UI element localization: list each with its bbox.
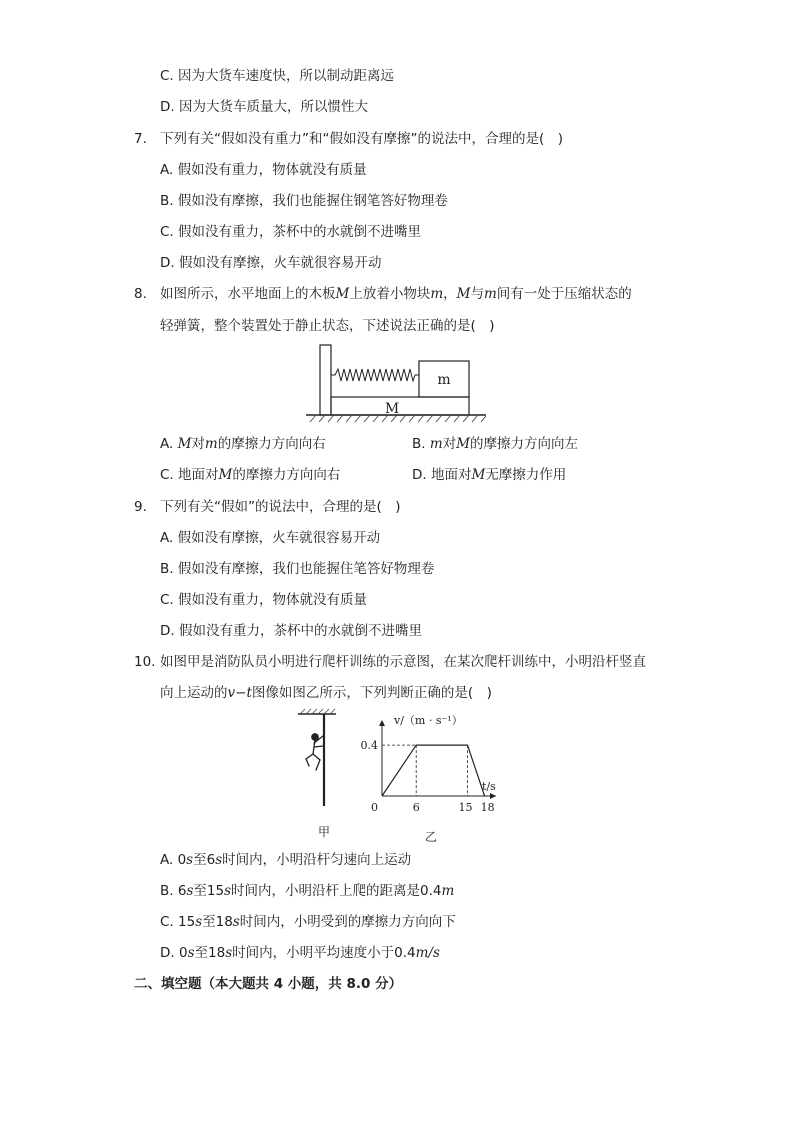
q8-stem-line2: 轻弹簧，整个装置处于静止状态，下述说法正确的是( ) — [160, 318, 495, 334]
q10-figure-jia — [292, 708, 342, 843]
q10-option-b: B. 6s至15s时间内，小明沿杆上爬的距离是0.4m — [160, 883, 455, 899]
q10-option-c: C. 15s至18s时间内，小明受到的摩擦力方向向下 — [160, 914, 456, 930]
q8-label-M: M — [384, 401, 400, 417]
q9-option-a: A. 假如没有摩擦，火车就很容易开动 — [160, 530, 381, 546]
x-tick-label: 6 — [412, 801, 420, 814]
q8-option-c: C. 地面对M的摩擦力方向向右 — [160, 467, 341, 483]
q6-option-c: C. 因为大货车速度快，所以制动距离远 — [160, 68, 395, 84]
q9-stem: 下列有关“假如”的说法中，合理的是( ) — [160, 499, 401, 515]
x-axis-label: t/s — [482, 780, 496, 793]
q8-label-m: m — [437, 372, 451, 388]
q9-option-d: D. 假如没有重力，茶杯中的水就倒不进嘴里 — [160, 623, 422, 639]
q10-number: 10. — [134, 654, 156, 670]
q7-stem: 下列有关“假如没有重力”和“假如没有摩擦”的说法中，合理的是( ) — [160, 131, 564, 147]
q10-option-d: D. 0s至18s时间内，小明平均速度小于0.4m/s — [160, 945, 440, 961]
y-axis-label: v/（m · s⁻¹） — [394, 714, 463, 727]
q7-number: 7. — [134, 131, 147, 147]
q10-label-jia: 甲 — [317, 825, 331, 839]
q8-spring-figure — [300, 338, 490, 426]
x-tick-label: 0 — [371, 801, 378, 814]
y-tick-label: 0.4 — [360, 739, 378, 753]
q8-wall — [320, 345, 331, 415]
x-axis-arrow — [490, 793, 496, 799]
x-tick-label: 15 — [458, 801, 473, 814]
q10-stem-line2: 向上运动的v−t图像如图乙所示，下列判断正确的是( ) — [160, 685, 492, 701]
q9-option-c: C. 假如没有重力，物体就没有质量 — [160, 592, 368, 608]
q7-option-a: A. 假如没有重力，物体就没有质量 — [160, 162, 367, 178]
q8-stem-line1: 如图所示，水平地面上的木板M上放着小物块m，M与m间有一处于压缩状态的 — [160, 286, 632, 302]
q8-option-b: B. m对M的摩擦力方向向左 — [412, 436, 578, 452]
q10-label-yi: 乙 — [424, 830, 438, 844]
q8-option-d: D. 地面对M无摩擦力作用 — [412, 467, 567, 483]
q8-board-M — [331, 397, 469, 415]
q10-option-a: A. 0s至6s时间内，小明沿杆匀速向上运动 — [160, 852, 412, 868]
q10-vt-chart — [358, 712, 508, 847]
q8-option-a: A. M对m的摩擦力方向向右 — [160, 436, 326, 452]
x-tick-label: 18 — [480, 801, 495, 814]
q8-number: 8. — [134, 286, 147, 302]
section2-heading: 二、填空题（本大题共 4 小题，共 8.0 分） — [134, 976, 403, 992]
q10-climber-icon — [306, 734, 323, 770]
y-axis-arrow — [379, 720, 385, 726]
q7-option-b: B. 假如没有摩擦，我们也能握住钢笔答好物理卷 — [160, 193, 448, 209]
q9-option-b: B. 假如没有摩擦，我们也能握住笔答好物理卷 — [160, 561, 435, 577]
q8-spring — [331, 369, 419, 381]
q6-option-d: D. 因为大货车质量大，所以惯性大 — [160, 99, 368, 115]
vt-series-line — [382, 745, 485, 796]
q9-number: 9. — [134, 499, 147, 515]
q10-stem-line1: 如图甲是消防队员小明进行爬杆训练的示意图，在某次爬杆训练中，小明沿杆竖直 — [160, 654, 646, 670]
q7-option-c: C. 假如没有重力，茶杯中的水就倒不进嘴里 — [160, 224, 422, 240]
q7-option-d: D. 假如没有摩擦，火车就很容易开动 — [160, 255, 382, 271]
